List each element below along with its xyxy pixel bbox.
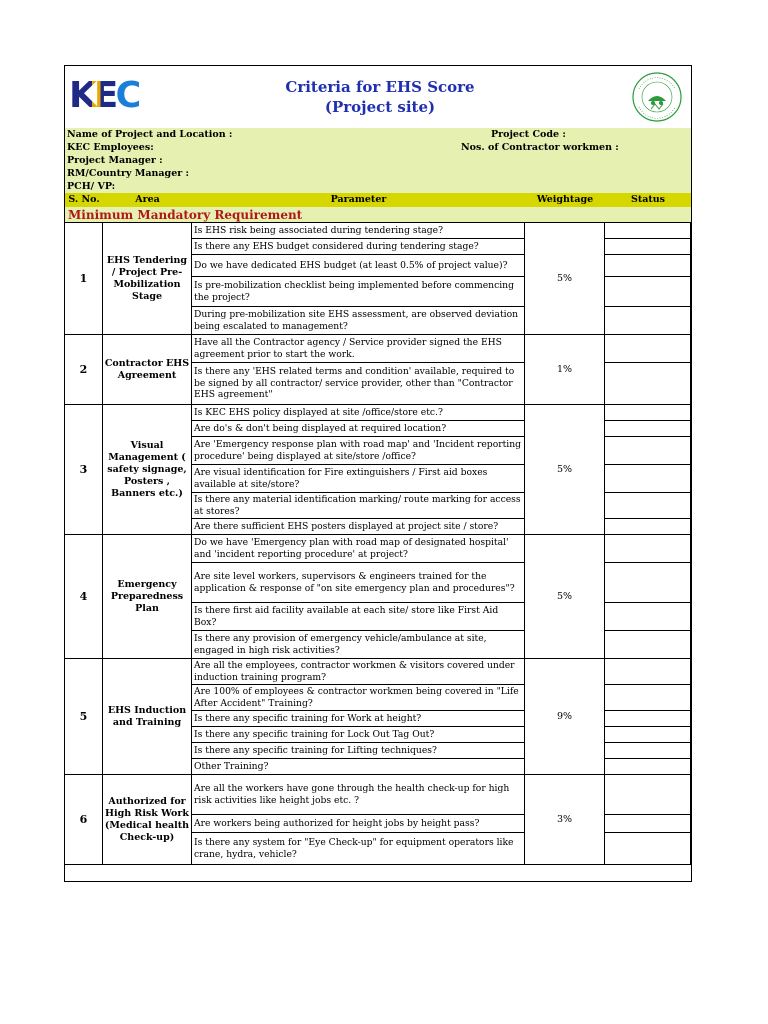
weightage-cell: 9% <box>525 659 605 775</box>
status-cell[interactable] <box>605 223 691 239</box>
info-row-pm <box>65 154 691 168</box>
status-cell[interactable] <box>605 833 691 865</box>
status-cell[interactable] <box>605 335 691 363</box>
parameter-cell: Are all the employees, contractor workmen & visitors covered under induction training program? <box>192 659 525 685</box>
project-manager-label: Project Manager : <box>67 155 163 166</box>
status-cell[interactable] <box>605 711 691 727</box>
parameter-cell: Are there sufficient EHS posters displayed at project site / store? <box>192 519 525 535</box>
title-line-1: Criteria for EHS Score <box>285 78 475 96</box>
parameter-cell: Is KEC EHS policy displayed at site /office/store etc.? <box>192 405 525 421</box>
parameter-cell: Are 100% of employees & contractor workmen being covered in "Life After Accident" Training? <box>192 685 525 711</box>
parameter-cell: Have all the Contractor agency / Service provider signed the EHS agreement prior to start the work. <box>192 335 525 363</box>
status-cell[interactable] <box>605 277 691 307</box>
serial-number: 3 <box>65 405 103 535</box>
status-cell[interactable] <box>605 239 691 255</box>
col-parameter: Parameter <box>330 194 387 205</box>
status-cell[interactable] <box>605 255 691 277</box>
status-cell[interactable] <box>605 727 691 743</box>
serial-number: 6 <box>65 775 103 865</box>
serial-number: 1 <box>65 223 103 335</box>
col-weightage: Weightage <box>536 194 594 205</box>
page-title <box>265 77 495 117</box>
status-cell[interactable] <box>605 815 691 833</box>
status-cell[interactable] <box>605 603 691 631</box>
status-cell[interactable] <box>605 759 691 775</box>
area-cell: EHS Tendering / Project Pre-Mobilization Stage <box>103 223 192 335</box>
info-row-pch <box>65 180 691 194</box>
info-row-rm <box>65 167 691 181</box>
parameter-cell: Do we have dedicated EHS budget (at least 0.5% of project value)? <box>192 255 525 277</box>
parameter-cell: Do we have 'Emergency plan with road map of designated hospital' and 'incident reporting procedure' at project? <box>192 535 525 563</box>
logo-text: KEC <box>69 75 139 116</box>
parameter-cell: Is there any provision of emergency vehicle/ambulance at site, engaged in high risk activities? <box>192 631 525 659</box>
status-cell[interactable] <box>605 631 691 659</box>
parameter-cell: Are visual identification for Fire extinguishers / First aid boxes available at site/store? <box>192 465 525 493</box>
status-cell[interactable] <box>605 307 691 335</box>
ehs-seal-icon <box>631 71 683 123</box>
parameter-cell: Is there any system for "Eye Check-up" for equipment operators like crane, hydra, vehicle? <box>192 833 525 865</box>
rm-label: RM/Country Manager : <box>67 168 190 179</box>
kec-logo <box>69 76 139 116</box>
area-cell: Emergency Preparedness Plan <box>103 535 192 659</box>
parameter-cell: During pre-mobilization site EHS assessment, are observed deviation being escalated to management? <box>192 307 525 335</box>
status-cell[interactable] <box>605 363 691 405</box>
project-code-label: Project Code : <box>491 129 566 140</box>
serial-number: 5 <box>65 659 103 775</box>
status-cell[interactable] <box>605 465 691 493</box>
area-cell: Visual Management ( safety signage, Posters , Banners etc.) <box>103 405 192 535</box>
weightage-cell: 5% <box>525 223 605 335</box>
serial-number: 2 <box>65 335 103 405</box>
status-cell[interactable] <box>605 519 691 535</box>
status-cell[interactable] <box>605 421 691 437</box>
parameter-cell: Is there first aid facility available at each site/ store like First Aid Box? <box>192 603 525 631</box>
status-cell[interactable] <box>605 685 691 711</box>
parameter-cell: Are site level workers, supervisors & engineers trained for the application & response of "on site emergency plan and procedures"? <box>192 563 525 603</box>
status-cell[interactable] <box>605 535 691 563</box>
area-cell: Contractor EHS Agreement <box>103 335 192 405</box>
col-sno: S. No. <box>68 194 100 205</box>
status-cell[interactable] <box>605 775 691 815</box>
parameter-cell: Is there any 'EHS related terms and condition' available, required to be signed by all contractor/ service provider, other than "Contractor EHS agreement" <box>192 363 525 405</box>
status-cell[interactable] <box>605 743 691 759</box>
status-cell[interactable] <box>605 437 691 465</box>
parameter-cell: Is there any specific training for Lock Out Tag Out? <box>192 727 525 743</box>
parameter-cell: Other Training? <box>192 759 525 775</box>
parameter-cell: Is EHS risk being associated during tendering stage? <box>192 223 525 239</box>
status-cell[interactable] <box>605 405 691 421</box>
weightage-cell: 5% <box>525 535 605 659</box>
status-cell[interactable] <box>605 493 691 519</box>
ehs-criteria-sheet <box>64 65 692 882</box>
kec-employees-label: KEC Employees: <box>67 142 154 153</box>
info-row-employees <box>65 141 691 155</box>
parameter-cell: Are workers being authorized for height jobs by height pass? <box>192 815 525 833</box>
col-status: Status <box>630 194 666 205</box>
parameter-cell: Is pre-mobilization checklist being implemented before commencing the project? <box>192 277 525 307</box>
parameter-cell: Are all the workers have gone through the health check-up for high risk activities like height jobs etc. ? <box>192 775 525 815</box>
parameter-cell: Is there any specific training for Lifting techniques? <box>192 743 525 759</box>
col-area: Area <box>135 194 160 205</box>
parameter-cell: Is there any specific training for Work at height? <box>192 711 525 727</box>
weightage-cell: 1% <box>525 335 605 405</box>
sheet-header <box>65 66 691 129</box>
parameter-cell: Are do's & don't being displayed at required location? <box>192 421 525 437</box>
weightage-cell: 3% <box>525 775 605 865</box>
section-title: Minimum Mandatory Requirement <box>65 207 691 223</box>
pch-label: PCH/ VP: <box>67 181 116 192</box>
info-row-project <box>65 128 691 142</box>
contractor-workmen-label: Nos. of Contractor workmen : <box>461 142 619 153</box>
parameter-cell: Are 'Emergency response plan with road map' and 'Incident reporting procedure' being displayed at site/store /office? <box>192 437 525 465</box>
project-name-label: Name of Project and Location : <box>67 129 233 140</box>
status-cell[interactable] <box>605 659 691 685</box>
parameter-cell: Is there any material identification marking/ route marking for access at stores? <box>192 493 525 519</box>
serial-number: 4 <box>65 535 103 659</box>
area-cell: Authorized for High Risk Work (Medical health Check-up) <box>103 775 192 865</box>
title-line-2: (Project site) <box>324 98 436 116</box>
status-cell[interactable] <box>605 563 691 603</box>
weightage-cell: 5% <box>525 405 605 535</box>
column-header-row <box>65 193 691 208</box>
parameter-cell: Is there any EHS budget considered during tendering stage? <box>192 239 525 255</box>
area-cell: EHS Induction and Training <box>103 659 192 775</box>
